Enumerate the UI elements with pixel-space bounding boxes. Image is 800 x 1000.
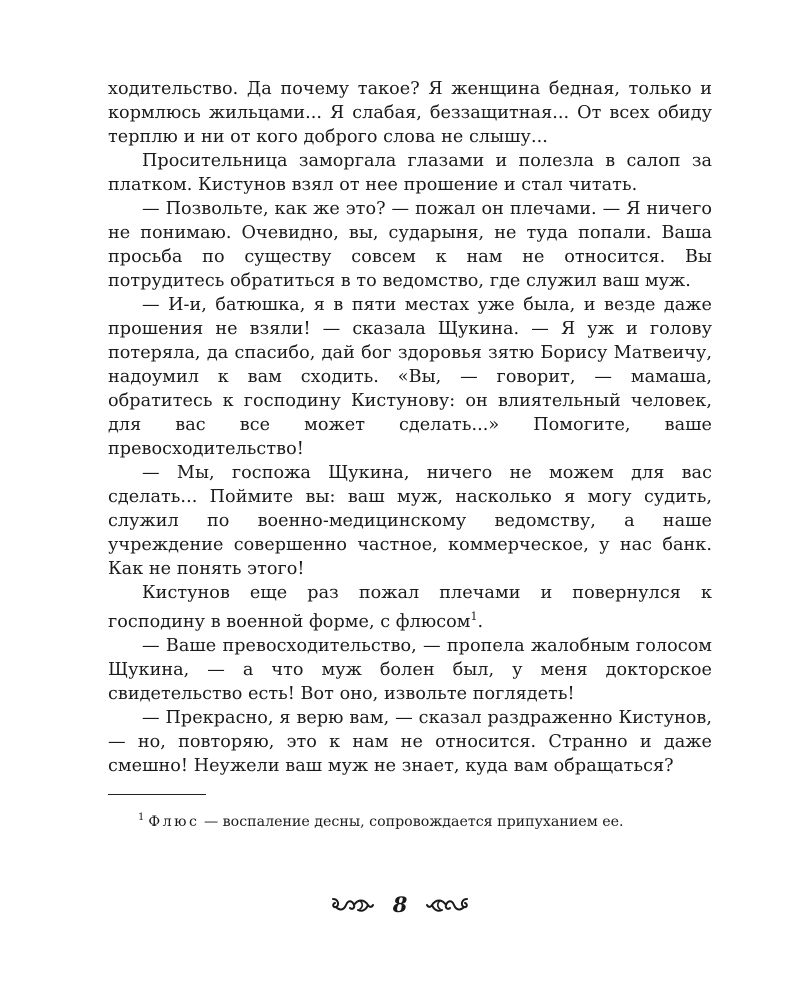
footnote xyxy=(108,807,712,833)
paragraph-text: Кистунов еще раз пожал плечами и повернулся к господину в военной форме, с флюсом xyxy=(108,583,712,632)
paragraph: — Ваше превосходительство, — пропела жалобным голосом Щукина, — а что муж болен был, у меня докторское свидетельство есть! Вот оно, извольте поглядеть! xyxy=(108,636,712,704)
footnote-reference[interactable]: 1 xyxy=(470,610,478,623)
paragraph: — Прекрасно, я верю вам, — сказал раздраженно Кистунов, — но, повторяю, это к нам не относится. Странно и даже смешно! Неужели ваш муж не знает, куда вам обращаться? xyxy=(108,708,712,776)
paragraph: — Мы, госпожа Щукина, ничего не можем для вас сделать... Поймите вы: ваш муж, насколько я могу судить, служил по военно-медицинскому ведомству, а наше учреждение совершенно частное, коммерческое, у нас банк. Как не понять этого! xyxy=(108,463,712,579)
paragraph-with-footnote: Кистунов еще раз пожал плечами и повернулся к господину в военной форме, с флюсом$^1$. xyxy=(108,583,712,632)
page-number: 8 xyxy=(392,892,408,917)
paragraph: — И-и, батюшка, я в пяти местах уже была, и везде даже прошения не взяли! — сказала Щукина. — Я уж и голову потеряла, да спасибо, дай бог здоровья зятю Борису Матвеичу, надоумил к вам сходить. «Вы, — говорит, — мамаша, обратитесь к господину Кистунову: он влиятельный человек, для вас все может сделать...» Помогите, ваше превосходительство! xyxy=(108,295,712,459)
ornament-left-icon xyxy=(330,895,376,915)
page-folio xyxy=(0,893,800,917)
page-text xyxy=(108,77,712,833)
footnote-term: Флюс xyxy=(148,814,200,830)
footnote-separator xyxy=(108,794,206,795)
paragraph: — Позвольте, как же это? — пожал он плечами. — Я ничего не понимаю. Очевидно, вы, сударыня, не туда попали. Ваша просьба по существу совсем к нам не относится. Вы потрудитесь обратиться в то ведомство, где служил ваш муж. xyxy=(108,199,712,291)
footnote-marker: 1 xyxy=(138,812,145,823)
footnote-text: — воспаление десны, сопровождается припуханием ее. xyxy=(199,814,624,830)
paragraph: Просительница заморгала глазами и полезла в салоп за платком. Кистунов взял от нее прошение и стал читать. xyxy=(108,151,712,195)
paragraph: ходительство. Да почему такое? Я женщина бедная, только и кормлюсь жильцами... Я слабая, беззащитная... От всех обиду терплю и ни от кого доброго слова не слышу... xyxy=(108,79,712,147)
ornament-right-icon xyxy=(424,895,470,915)
